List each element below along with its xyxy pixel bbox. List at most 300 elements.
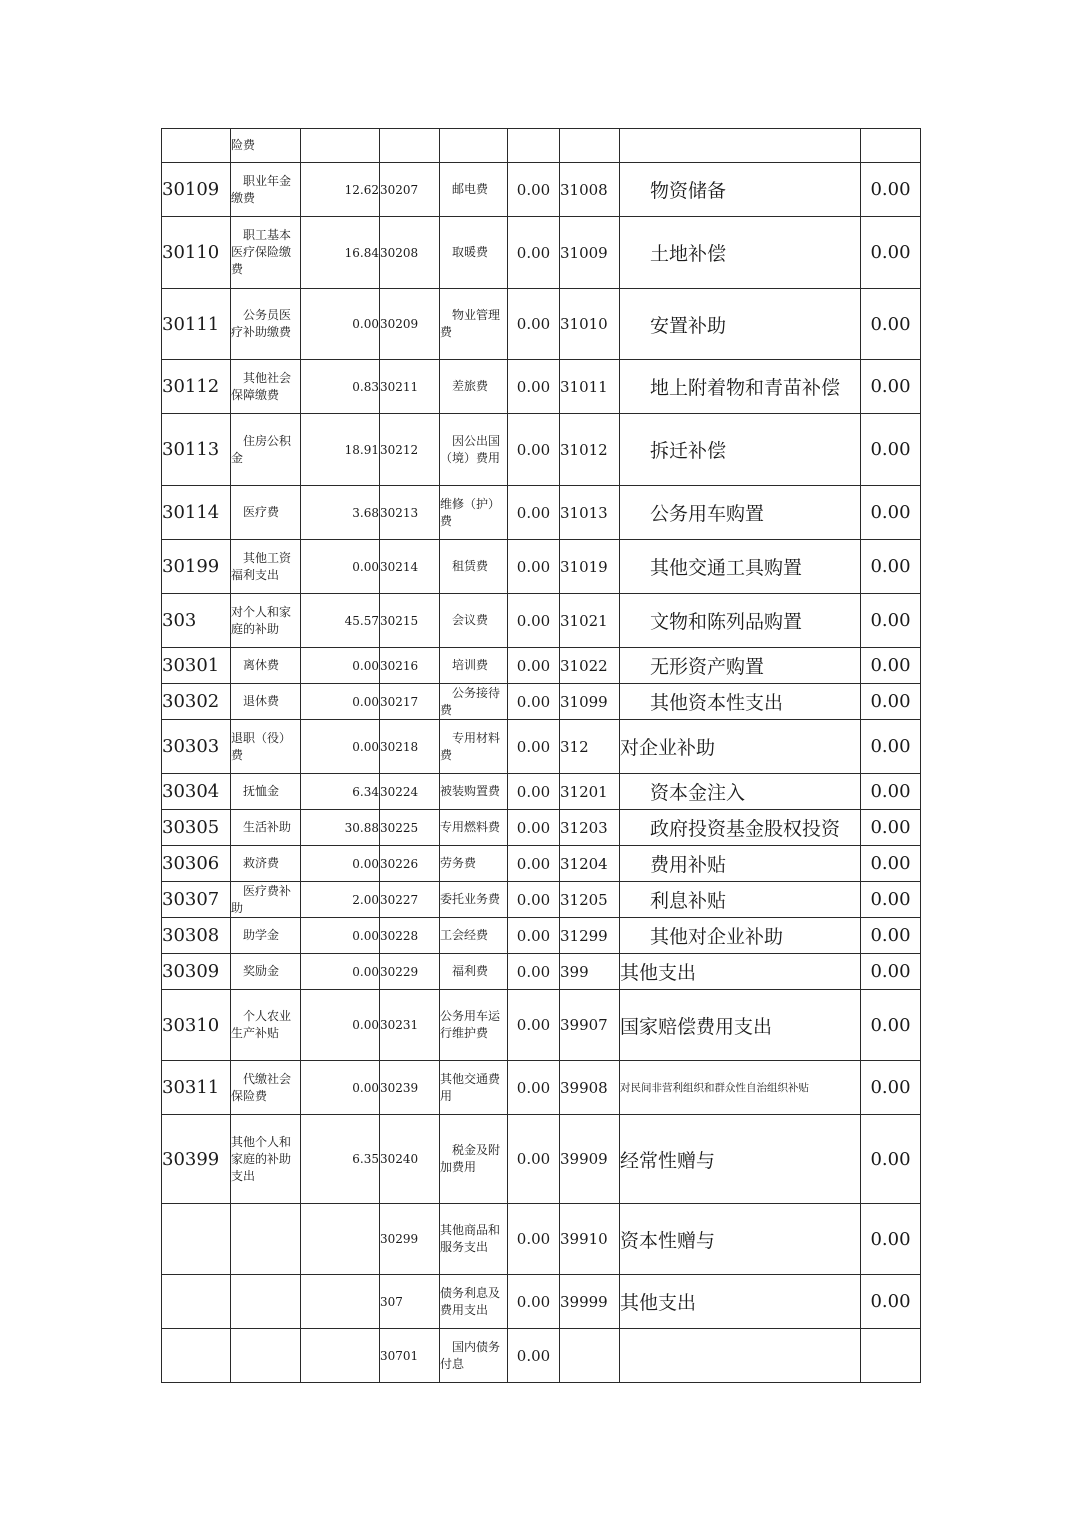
amount-text: 0.00: [516, 890, 551, 909]
amount-cell: [301, 720, 380, 774]
econ-name-cell: [620, 918, 861, 954]
econ-code-text: 303: [162, 610, 197, 631]
econ-name-text: 职业年金缴费: [231, 173, 292, 205]
econ-code-text: 31009: [560, 243, 608, 262]
amount-text: 0.00: [516, 1292, 551, 1311]
amount-cell: [301, 648, 380, 684]
econ-code-cell: [162, 1329, 231, 1383]
econ-name-cell: [440, 129, 508, 163]
amount-cell: [301, 1204, 380, 1275]
econ-name-cell: [440, 810, 508, 846]
econ-code-cell: [162, 1061, 231, 1115]
econ-name-text: 租赁费: [452, 559, 489, 573]
econ-code-cell: [380, 648, 440, 684]
amount-text: 0.00: [870, 1014, 911, 1036]
amount-cell: [508, 217, 560, 289]
econ-name-text: 公务员医疗补助缴费: [231, 308, 292, 339]
amount-cell: [861, 163, 921, 217]
amount-cell: [301, 810, 380, 846]
econ-name-cell: [231, 540, 301, 594]
econ-code-cell: [560, 414, 620, 486]
econ-name-text: 离休费: [243, 658, 280, 672]
amount-text: 0.00: [352, 559, 379, 574]
econ-name-text: 差旅费: [452, 379, 489, 393]
econ-name-cell: [440, 1061, 508, 1115]
table-row: [162, 129, 921, 163]
amount-cell: [508, 163, 560, 217]
amount-cell: [508, 720, 560, 774]
econ-name-cell: [620, 360, 861, 414]
amount-cell: [301, 1115, 380, 1204]
econ-code-text: 31204: [560, 854, 608, 873]
econ-name-cell: [231, 954, 301, 990]
amount-cell: [508, 846, 560, 882]
econ-code-cell: [162, 846, 231, 882]
amount-cell: [301, 540, 380, 594]
econ-code-text: 30217: [380, 694, 419, 709]
amount-cell: [301, 360, 380, 414]
amount-cell: [861, 217, 921, 289]
econ-name-cell: [440, 990, 508, 1061]
econ-code-cell: [560, 918, 620, 954]
econ-name-cell: [440, 540, 508, 594]
amount-cell: [301, 882, 380, 918]
table-row: [162, 648, 921, 684]
econ-name-text: 安置补助: [650, 314, 727, 337]
amount-cell: [861, 540, 921, 594]
econ-code-cell: [560, 129, 620, 163]
econ-code-cell: [560, 217, 620, 289]
amount-cell: [861, 486, 921, 540]
amount-text: 0.00: [516, 611, 551, 630]
econ-name-cell: [620, 810, 861, 846]
econ-name-text: 公务用车运行维护费: [440, 1009, 501, 1040]
econ-code-cell: [560, 882, 620, 918]
econ-name-cell: [231, 720, 301, 774]
amount-cell: [508, 1115, 560, 1204]
econ-code-cell: [560, 594, 620, 648]
econ-code-text: 31019: [560, 557, 608, 576]
econ-name-text: 其他对企业补助: [650, 926, 784, 948]
amount-text: 0.00: [870, 610, 911, 631]
econ-code-cell: [380, 360, 440, 414]
amount-text: 0.00: [870, 242, 911, 263]
econ-name-cell: [440, 1275, 508, 1329]
econ-name-cell: [620, 414, 861, 486]
amount-text: 0.00: [516, 1078, 551, 1097]
econ-code-cell: [560, 1329, 620, 1383]
econ-code-text: 30303: [162, 736, 220, 757]
amount-cell: [508, 648, 560, 684]
econ-code-cell: [560, 846, 620, 882]
econ-name-cell: [620, 129, 861, 163]
econ-name-cell: [231, 594, 301, 648]
table-row: [162, 1275, 921, 1329]
amount-cell: [861, 1061, 921, 1115]
econ-code-cell: [162, 1275, 231, 1329]
amount-text: 0.00: [352, 1018, 379, 1032]
amount-cell: [301, 846, 380, 882]
econ-name-text: 其他工资福利支出: [231, 550, 292, 582]
econ-code-text: 31205: [560, 890, 608, 909]
amount-text: 0.00: [516, 656, 551, 675]
econ-code-text: 30112: [162, 376, 220, 397]
econ-name-text: 退职（役）费: [231, 730, 292, 762]
econ-name-text: 其他个人和家庭的补助支出: [231, 1134, 292, 1183]
amount-cell: [861, 1204, 921, 1275]
econ-name-cell: [620, 486, 861, 540]
amount-cell: [508, 1061, 560, 1115]
econ-name-text: 债务利息及费用支出: [440, 1285, 501, 1317]
econ-name-text: 培训费: [452, 658, 489, 672]
econ-name-cell: [231, 289, 301, 360]
amount-text: 0.00: [516, 1230, 551, 1248]
econ-name-cell: [620, 1275, 861, 1329]
econ-name-cell: [620, 1061, 861, 1115]
econ-code-cell: [162, 414, 231, 486]
amount-cell: [508, 684, 560, 720]
amount-cell: [508, 360, 560, 414]
amount-text: 0.00: [516, 377, 551, 396]
econ-code-cell: [560, 648, 620, 684]
econ-code-text: 312: [560, 737, 589, 756]
econ-code-text: 30224: [380, 784, 419, 799]
econ-code-text: 30208: [380, 245, 419, 260]
amount-cell: [301, 594, 380, 648]
econ-name-cell: [620, 846, 861, 882]
econ-code-text: 30211: [380, 379, 419, 394]
econ-name-cell: [440, 163, 508, 217]
amount-cell: [301, 217, 380, 289]
econ-code-text: 31021: [560, 611, 608, 630]
amount-cell: [508, 918, 560, 954]
budget-table-body: [162, 129, 921, 1383]
econ-name-cell: [620, 1204, 861, 1275]
econ-code-cell: [380, 720, 440, 774]
amount-text: 0.00: [870, 439, 911, 460]
econ-name-cell: [620, 540, 861, 594]
econ-name-text: 委托业务费: [440, 892, 501, 906]
econ-name-cell: [620, 594, 861, 648]
econ-code-cell: [380, 217, 440, 289]
amount-text: 0.00: [870, 376, 911, 397]
econ-code-text: 30310: [162, 1014, 220, 1036]
econ-name-text: 会议费: [452, 613, 489, 627]
econ-name-cell: [231, 1204, 301, 1275]
econ-name-cell: [231, 163, 301, 217]
amount-text: 18.91: [344, 442, 379, 457]
econ-code-cell: [560, 1204, 620, 1275]
amount-cell: [508, 954, 560, 990]
econ-code-text: 31010: [560, 315, 608, 333]
amount-text: 12.62: [344, 182, 379, 197]
amount-text: 0.00: [352, 856, 379, 871]
econ-code-cell: [380, 1204, 440, 1275]
econ-code-text: 307: [380, 1294, 403, 1309]
amount-cell: [861, 289, 921, 360]
econ-name-cell: [620, 163, 861, 217]
econ-code-text: 39908: [560, 1078, 608, 1097]
econ-code-cell: [560, 486, 620, 540]
amount-text: 0.00: [870, 1228, 911, 1250]
amount-cell: [508, 289, 560, 360]
amount-text: 0.00: [516, 503, 551, 522]
econ-code-text: 30213: [380, 505, 419, 520]
budget-table: [161, 128, 921, 1383]
econ-name-text: 被装购置费: [440, 784, 501, 798]
amount-cell: [508, 414, 560, 486]
econ-name-cell: [231, 918, 301, 954]
econ-code-text: 31022: [560, 656, 608, 675]
econ-name-cell: [440, 1204, 508, 1275]
econ-code-text: 31011: [560, 377, 608, 396]
amount-cell: [301, 1061, 380, 1115]
econ-code-cell: [162, 774, 231, 810]
amount-cell: [508, 1275, 560, 1329]
table-row: [162, 882, 921, 918]
econ-code-cell: [380, 1115, 440, 1204]
econ-name-text: 国家赔偿费用支出: [620, 1015, 773, 1038]
amount-cell: [508, 486, 560, 540]
table-row: [162, 594, 921, 648]
amount-cell: [861, 129, 921, 163]
econ-code-text: 30231: [380, 1018, 419, 1032]
econ-name-cell: [440, 486, 508, 540]
amount-text: 0.00: [516, 315, 551, 333]
amount-cell: [508, 129, 560, 163]
amount-text: 0.00: [352, 694, 379, 709]
amount-text: 0.00: [870, 781, 911, 802]
econ-code-text: 30311: [162, 1077, 220, 1098]
amount-text: 0.00: [870, 817, 911, 838]
amount-cell: [861, 846, 921, 882]
amount-cell: [861, 1115, 921, 1204]
econ-name-text: 无形资产购置: [650, 656, 765, 678]
amount-cell: [508, 1329, 560, 1383]
econ-code-cell: [560, 720, 620, 774]
econ-code-text: 30305: [162, 817, 220, 838]
econ-code-text: 31013: [560, 503, 608, 522]
econ-name-cell: [231, 774, 301, 810]
econ-name-cell: [440, 217, 508, 289]
amount-cell: [861, 774, 921, 810]
amount-cell: [301, 486, 380, 540]
econ-name-text: 因公出国（境）费用: [440, 433, 501, 465]
econ-code-text: 39907: [560, 1016, 608, 1034]
econ-name-text: 资本金注入: [650, 782, 746, 804]
econ-code-cell: [162, 129, 231, 163]
econ-code-text: 30214: [380, 559, 419, 574]
amount-cell: [861, 594, 921, 648]
econ-code-cell: [162, 954, 231, 990]
econ-code-text: 30199: [162, 556, 220, 577]
econ-code-cell: [162, 918, 231, 954]
amount-text: 0.00: [516, 926, 551, 945]
econ-name-cell: [231, 360, 301, 414]
econ-code-text: 30228: [380, 928, 419, 943]
econ-code-text: 39909: [560, 1150, 608, 1168]
table-row: [162, 1204, 921, 1275]
econ-code-text: 30701: [380, 1348, 419, 1363]
table-row: [162, 414, 921, 486]
econ-name-cell: [231, 882, 301, 918]
amount-cell: [861, 414, 921, 486]
econ-code-text: 31008: [560, 180, 608, 199]
econ-code-text: 30215: [380, 613, 419, 628]
econ-name-cell: [440, 954, 508, 990]
econ-code-cell: [162, 648, 231, 684]
econ-name-cell: [620, 720, 861, 774]
econ-name-text: 奖励金: [243, 964, 280, 978]
econ-name-text: 对民间非营利组织和群众性自治组织补贴: [620, 1082, 809, 1094]
econ-code-cell: [380, 486, 440, 540]
econ-name-cell: [440, 684, 508, 720]
amount-text: 0.00: [516, 962, 551, 981]
econ-name-cell: [440, 414, 508, 486]
econ-code-cell: [560, 1061, 620, 1115]
amount-cell: [508, 1204, 560, 1275]
econ-code-text: 30218: [380, 739, 419, 754]
amount-cell: [861, 954, 921, 990]
econ-code-cell: [162, 684, 231, 720]
amount-text: 0.00: [352, 658, 379, 673]
econ-name-cell: [231, 414, 301, 486]
econ-name-text: 职工基本医疗保险缴费: [231, 228, 292, 276]
econ-code-cell: [380, 990, 440, 1061]
amount-text: 0.00: [516, 1150, 551, 1168]
amount-cell: [301, 774, 380, 810]
amount-text: 0.00: [516, 557, 551, 576]
econ-name-cell: [620, 774, 861, 810]
econ-name-text: 个人农业生产补贴: [231, 1009, 292, 1040]
econ-code-text: 30212: [380, 442, 419, 457]
amount-text: 0.00: [870, 961, 911, 982]
econ-code-cell: [380, 163, 440, 217]
table-row: [162, 918, 921, 954]
econ-code-cell: [380, 1061, 440, 1115]
econ-name-text: 邮电费: [452, 182, 489, 196]
amount-text: 0.00: [516, 1016, 551, 1034]
amount-text: 0.00: [516, 737, 551, 756]
amount-cell: [508, 990, 560, 1061]
amount-text: 0.00: [870, 736, 911, 757]
econ-code-text: 31201: [560, 782, 608, 801]
econ-code-cell: [560, 684, 620, 720]
econ-code-cell: [380, 594, 440, 648]
econ-code-cell: [380, 846, 440, 882]
econ-name-text: 其他支出: [620, 962, 697, 984]
econ-code-text: 30306: [162, 853, 220, 874]
amount-text: 0.00: [870, 925, 911, 946]
econ-code-text: 30301: [162, 655, 220, 676]
amount-text: 0.00: [870, 313, 911, 335]
econ-name-cell: [440, 1329, 508, 1383]
amount-cell: [861, 1329, 921, 1383]
econ-code-cell: [560, 163, 620, 217]
amount-cell: [301, 990, 380, 1061]
econ-code-cell: [560, 774, 620, 810]
econ-code-cell: [162, 990, 231, 1061]
econ-code-text: 30109: [162, 179, 220, 200]
econ-code-text: 30113: [162, 439, 220, 460]
econ-code-cell: [162, 486, 231, 540]
econ-code-text: 30299: [380, 1232, 419, 1246]
econ-code-cell: [560, 810, 620, 846]
amount-text: 6.34: [352, 784, 379, 799]
econ-code-text: 30309: [162, 961, 220, 982]
econ-name-cell: [440, 846, 508, 882]
econ-name-text: 助学金: [243, 928, 280, 942]
amount-cell: [301, 918, 380, 954]
econ-name-cell: [620, 954, 861, 990]
econ-name-text: 其他交通工具购置: [650, 557, 803, 579]
amount-cell: [861, 810, 921, 846]
amount-cell: [861, 684, 921, 720]
amount-text: 0.00: [516, 180, 551, 199]
econ-name-cell: [231, 1061, 301, 1115]
econ-name-cell: [440, 1115, 508, 1204]
amount-text: 0.00: [870, 1291, 911, 1312]
econ-code-cell: [560, 540, 620, 594]
econ-name-text: 劳务费: [440, 856, 477, 870]
amount-cell: [861, 360, 921, 414]
econ-name-text: 公务接待费: [440, 685, 501, 717]
econ-code-cell: [380, 540, 440, 594]
amount-text: 45.57: [344, 613, 379, 628]
econ-code-cell: [162, 882, 231, 918]
table-row: [162, 289, 921, 360]
econ-code-cell: [380, 414, 440, 486]
amount-cell: [301, 129, 380, 163]
amount-cell: [301, 684, 380, 720]
amount-cell: [861, 918, 921, 954]
econ-name-text: 利息补贴: [650, 890, 727, 912]
table-row: [162, 163, 921, 217]
amount-text: 0.00: [870, 1077, 911, 1098]
econ-name-cell: [620, 990, 861, 1061]
amount-text: 0.00: [352, 317, 379, 331]
econ-name-cell: [620, 882, 861, 918]
amount-cell: [861, 882, 921, 918]
econ-name-cell: [620, 684, 861, 720]
econ-code-cell: [380, 918, 440, 954]
econ-name-text: 税金及附加费用: [440, 1143, 501, 1174]
econ-code-cell: [560, 360, 620, 414]
econ-name-text: 经常性赠与: [620, 1149, 716, 1172]
econ-code-text: 30399: [162, 1148, 220, 1170]
econ-name-cell: [231, 648, 301, 684]
econ-code-text: 30209: [380, 317, 419, 331]
econ-code-cell: [162, 594, 231, 648]
econ-name-text: 代缴社会保险费: [231, 1071, 292, 1103]
econ-name-text: 维修（护）费: [440, 496, 501, 528]
econ-code-text: 30225: [380, 820, 419, 835]
econ-name-text: 险费: [231, 138, 256, 152]
amount-cell: [861, 720, 921, 774]
econ-name-text: 政府投资基金股权投资: [650, 818, 841, 840]
amount-text: 0.00: [516, 440, 551, 459]
amount-text: 2.00: [352, 892, 379, 907]
econ-name-cell: [231, 846, 301, 882]
amount-text: 30.88: [344, 820, 379, 835]
econ-code-text: 30307: [162, 889, 220, 910]
amount-text: 0.00: [516, 1346, 551, 1365]
econ-code-text: 30114: [162, 502, 220, 523]
amount-text: 0.00: [870, 889, 911, 910]
econ-code-cell: [380, 810, 440, 846]
econ-name-text: 救济费: [243, 856, 280, 870]
econ-name-text: 费用补贴: [650, 854, 727, 876]
